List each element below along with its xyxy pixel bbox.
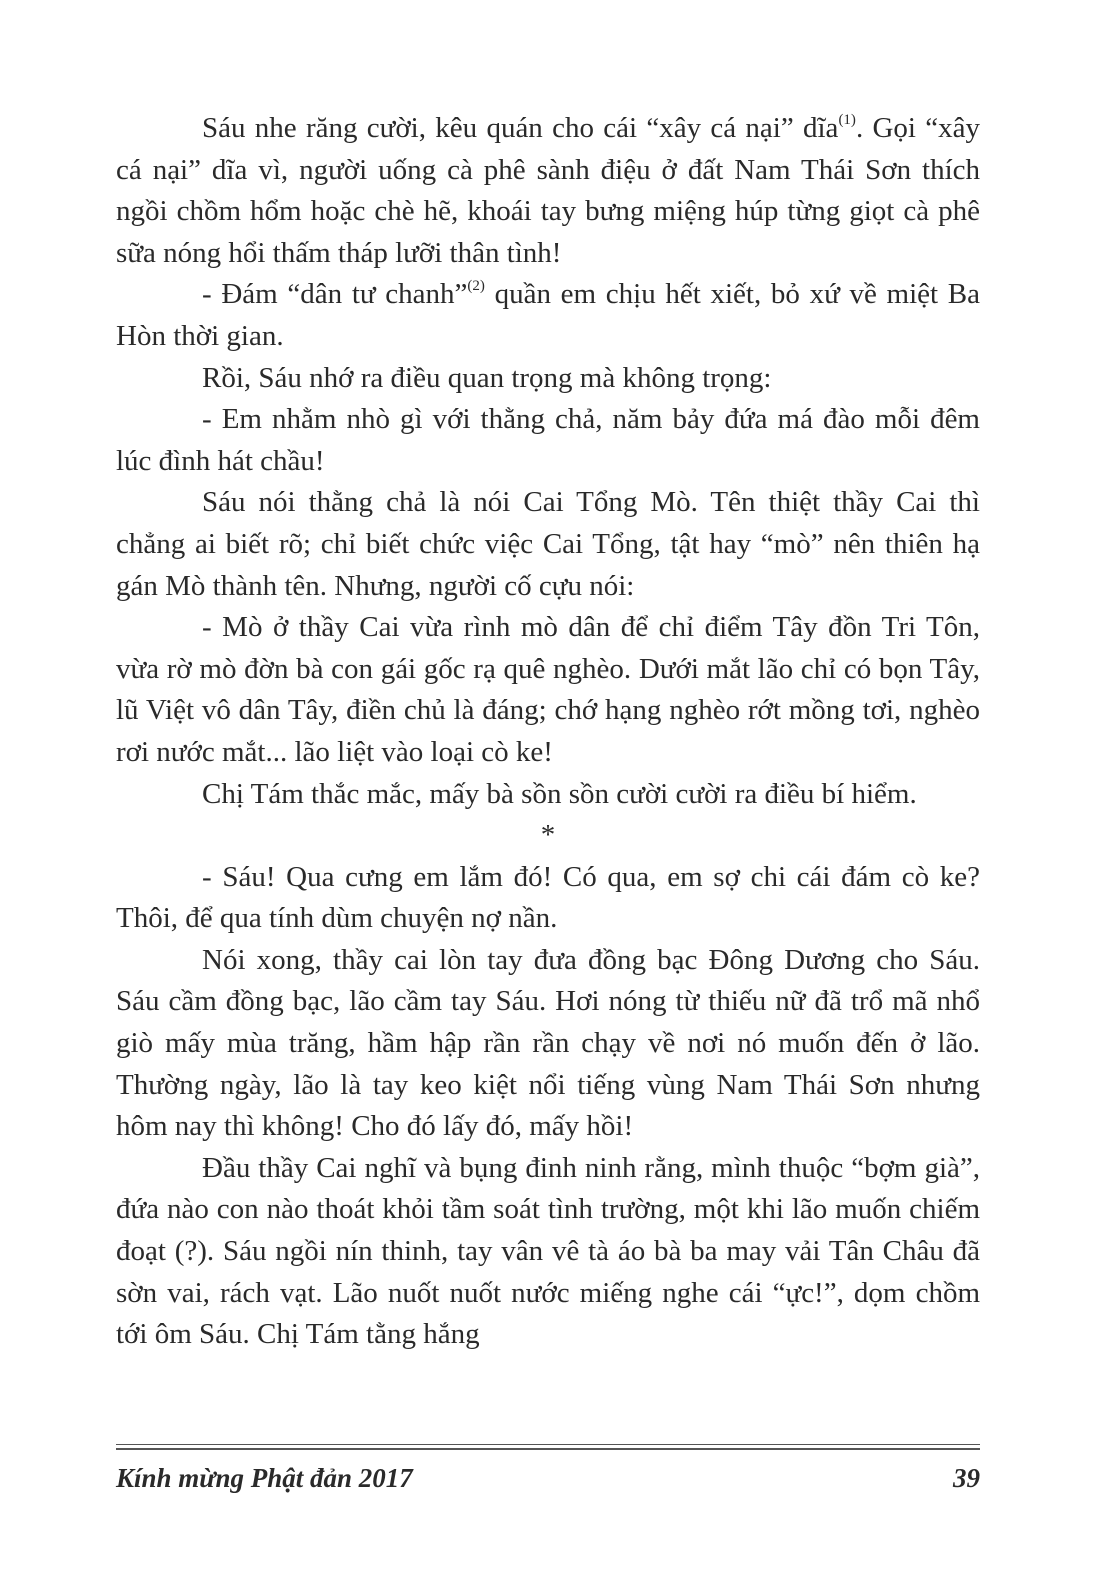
paragraph: Sáu nhe răng cười, kêu quán cho cái “xây cá nại” dĩa$^{(1)}$. Gọi “xây cá nại” dĩa vì, người uống cà phê sành điệu ở đất Nam Thái Sơn thích ngồi chồm hổm hoặc chè hẽ, khoái tay bưng miệng húp từng giọt cà phê sữa nóng hổi thấm tháp lưỡi thân tình! bbox=[116, 112, 981, 269]
paragraph: - Sáu! Qua cưng em lắm đó! Có qua, em sợ chi cái đám cò ke? Thôi, để qua tính dùm chuyện nợ nần. bbox=[116, 860, 980, 935]
paragraph: - Mò ở thầy Cai vừa rình mò dân để chỉ điểm Tây đồn Tri Tôn, vừa rờ mò đờn bà con gái gốc rạ quê nghèo. Dưới mắt lão chỉ có bọn Tây, lũ Việt vô dân Tây, điền chủ là đáng; chớ hạng nghèo rớt mồng tơi, nghèo rơi nước mắt... lão liệt vào loại cò ke! bbox=[116, 611, 980, 768]
paragraph: Đầu thầy Cai nghĩ và bụng đinh ninh rằng, mình thuộc “bợm già”, đứa nào con nào thoát khỏi tầm soát tình trường, một khi lão muốn chiếm đoạt (?). Sáu ngồi nín thinh, tay vân vê tà áo bà ba may vải Tân Châu đã sờn vai, rách vạt. Lão nuốt nuốt nước miếng nghe cái “ực!”, dọm chồm tới ôm Sáu. Chị Tám tằng hắng bbox=[116, 1151, 980, 1351]
section-separator: * bbox=[540, 819, 556, 852]
paragraph: Rồi, Sáu nhớ ra điều quan trọng mà không trọng: bbox=[202, 361, 772, 394]
footer-rule bbox=[116, 1444, 980, 1445]
footnote-ref: (2) bbox=[467, 278, 485, 295]
page-number: 39 bbox=[953, 1462, 980, 1493]
paragraph: Nói xong, thầy cai lòn tay đưa đồng bạc Đông Dương cho Sáu. Sáu cầm đồng bạc, lão cầm tay Sáu. Hơi nóng từ thiếu nữ đã trổ mã nhổ giò mấy mùa trăng, hầm hập rần rần chạy về nơi nó muốn đến ở lão. Thường ngày, lão là tay keo kiệt nổi tiếng vùng Nam Thái Sơn nhưng hôm nay thì không! Cho đó lấy đó, mấy hồi! bbox=[116, 943, 980, 1143]
page-footer bbox=[116, 1458, 980, 1498]
page-body bbox=[116, 108, 980, 1356]
paragraph: Chị Tám thắc mắc, mấy bà sồn sồn cười cười ra điều bí hiểm. bbox=[202, 777, 917, 810]
paragraph: Sáu nói thằng chả là nói Cai Tổng Mò. Tên thiệt thầy Cai thì chẳng ai biết rõ; chỉ biết chức việc Cai Tổng, tật hay “mò” nên thiên hạ gán Mò thành tên. Nhưng, người cố cựu nói: bbox=[116, 486, 980, 602]
paragraph: - Đám “dân tư chanh”$^{(2)}$ quần em chịu hết xiết, bỏ xứ về miệt Ba Hòn thời gian. bbox=[116, 278, 980, 352]
paragraph: - Em nhằm nhò gì với thằng chả, năm bảy đứa má đào mỗi đêm lúc đình hát chầu! bbox=[116, 403, 980, 477]
footer-title: Kính mừng Phật đản 2017 bbox=[116, 1462, 413, 1493]
footnote-ref: (1) bbox=[838, 112, 856, 128]
footer-rule-thick bbox=[116, 1448, 980, 1450]
